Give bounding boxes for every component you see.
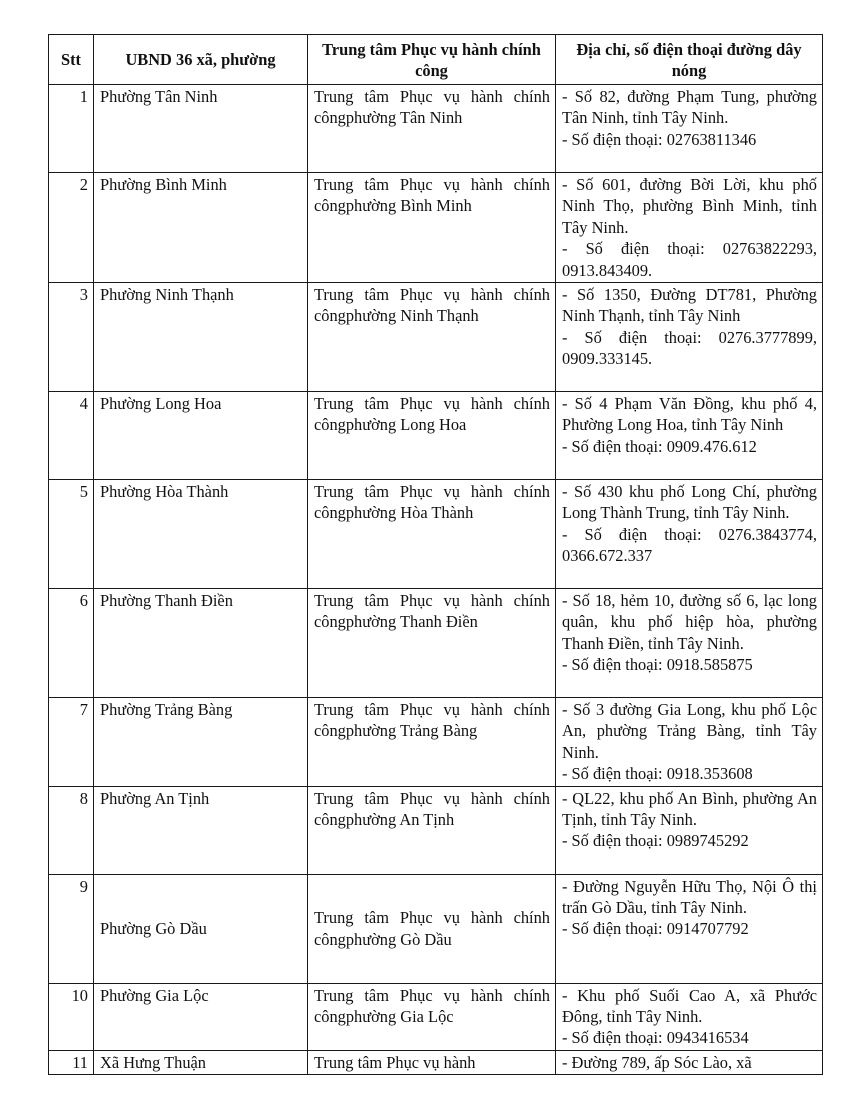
- row-stt: 9: [49, 874, 94, 983]
- row-stt: 3: [49, 283, 94, 392]
- table-row: [49, 786, 823, 874]
- row-address: - Số 3 đường Gia Long, khu phố Lộc An, phường Trảng Bàng, tỉnh Tây Ninh.: [562, 700, 817, 762]
- row-unit: Phường Hòa Thành: [94, 480, 308, 589]
- row-stt: 7: [49, 698, 94, 787]
- row-contact: [556, 698, 823, 787]
- row-contact: [556, 983, 823, 1050]
- row-stt: 6: [49, 589, 94, 698]
- service-centers-table: [48, 34, 823, 1075]
- row-address: - Số 82, đường Phạm Tung, phường Tân Ninh, tỉnh Tây Ninh.: [562, 87, 817, 128]
- row-center: Trung tâm Phục vụ hành chính côngphường An Tịnh: [308, 786, 556, 874]
- row-stt: 5: [49, 480, 94, 589]
- row-stt: 4: [49, 392, 94, 480]
- row-address: - Số 601, đường Bời Lời, khu phố Ninh Thọ, phường Bình Minh, tỉnh Tây Ninh.: [562, 175, 817, 237]
- row-address: - Số 1350, Đường DT781, Phường Ninh Thạnh, tỉnh Tây Ninh: [562, 285, 817, 326]
- row-contact: [556, 173, 823, 283]
- row-address: - Số 430 khu phố Long Chí, phường Long Thành Trung, tỉnh Tây Ninh.: [562, 482, 817, 523]
- row-contact: [556, 786, 823, 874]
- row-unit: Phường Gò Dầu: [94, 874, 308, 983]
- row-stt: 10: [49, 983, 94, 1050]
- row-unit: Phường Bình Minh: [94, 173, 308, 283]
- header-unit: UBND 36 xã, phường: [94, 35, 308, 85]
- row-center: Trung tâm Phục vụ hành chính côngphường Bình Minh: [308, 173, 556, 283]
- row-contact: [556, 392, 823, 480]
- row-stt: 1: [49, 85, 94, 173]
- row-center: Trung tâm Phục vụ hành chính côngphường Thanh Điền: [308, 589, 556, 698]
- row-address: - Số 18, hẻm 10, đường số 6, lạc long quân, khu phố hiệp hòa, phường Thanh Điền, tỉnh Tây Ninh.: [562, 591, 817, 653]
- row-phone: - Số điện thoại: 0918.585875: [562, 655, 753, 675]
- row-contact: [556, 85, 823, 173]
- row-phone: - Số điện thoại: 0276.3843774, 0366.672.337: [562, 524, 817, 566]
- row-center: Trung tâm Phục vụ hành chính côngphường Gò Dầu: [308, 874, 556, 983]
- table-row: [49, 589, 823, 698]
- header-contact: Địa chỉ, số điện thoại đường dây nóng: [556, 35, 823, 85]
- row-center: Trung tâm Phục vụ hành chính côngphường Tân Ninh: [308, 85, 556, 173]
- table-row: [49, 392, 823, 480]
- row-unit: Xã Hưng Thuận: [94, 1050, 308, 1074]
- row-address: - QL22, khu phố An Bình, phường An Tịnh, tỉnh Tây Ninh.: [562, 788, 817, 830]
- row-contact: [556, 480, 823, 589]
- row-center: Trung tâm Phục vụ hành chính côngphường Ninh Thạnh: [308, 283, 556, 392]
- row-phone: - Số điện thoại: 0989745292: [562, 831, 749, 851]
- row-address: - Đường Nguyễn Hữu Thọ, Nội Ô thị trấn Gò Dầu, tỉnh Tây Ninh.: [562, 876, 817, 918]
- row-contact: [556, 283, 823, 392]
- table-row: [49, 874, 823, 983]
- row-phone: - Số điện thoại: 02763811346: [562, 129, 757, 149]
- row-address: - Số 4 Phạm Văn Đồng, khu phố 4, Phường Long Hoa, tỉnh Tây Ninh: [562, 394, 817, 435]
- row-address: - Khu phố Suối Cao A, xã Phước Đông, tỉnh Tây Ninh.: [562, 985, 817, 1027]
- header-center: Trung tâm Phục vụ hành chính công: [308, 35, 556, 85]
- row-phone: - Số điện thoại: 0918.353608: [562, 764, 753, 784]
- row-address: - Đường 789, ấp Sóc Lào, xã: [562, 1052, 752, 1072]
- row-unit: Phường Thanh Điền: [94, 589, 308, 698]
- row-unit: Phường Trảng Bàng: [94, 698, 308, 787]
- row-unit: Phường Long Hoa: [94, 392, 308, 480]
- row-unit: Phường Ninh Thạnh: [94, 283, 308, 392]
- row-unit: Phường An Tịnh: [94, 786, 308, 874]
- table-row: [49, 480, 823, 589]
- row-unit: Phường Tân Ninh: [94, 85, 308, 173]
- table-row: [49, 283, 823, 392]
- table-row: [49, 85, 823, 173]
- row-center: Trung tâm Phục vụ hành chính côngphường Hòa Thành: [308, 480, 556, 589]
- row-stt: 2: [49, 173, 94, 283]
- table-row: [49, 983, 823, 1050]
- row-stt: 11: [49, 1050, 94, 1074]
- row-contact: [556, 589, 823, 698]
- row-phone: - Số điện thoại: 02763822293, 0913.843409.: [562, 239, 817, 280]
- row-contact: [556, 1050, 823, 1074]
- row-center: Trung tâm Phục vụ hành chính côngphường Gia Lộc: [308, 983, 556, 1050]
- row-center: Trung tâm Phục vụ hành: [308, 1050, 556, 1074]
- row-phone: - Số điện thoại: 0943416534: [562, 1028, 749, 1048]
- row-center: Trung tâm Phục vụ hành chính côngphường Trảng Bàng: [308, 698, 556, 787]
- table-row: [49, 173, 823, 283]
- row-center: Trung tâm Phục vụ hành chính côngphường Long Hoa: [308, 392, 556, 480]
- table-header-row: [49, 35, 823, 85]
- row-phone: - Số điện thoại: 0909.476.612: [562, 436, 757, 456]
- row-phone: - Số điện thoại: 0914707792: [562, 919, 749, 939]
- header-stt: Stt: [49, 35, 94, 85]
- table-row: [49, 1050, 823, 1074]
- row-stt: 8: [49, 786, 94, 874]
- table-row: [49, 698, 823, 787]
- row-unit: Phường Gia Lộc: [94, 983, 308, 1050]
- row-contact: [556, 874, 823, 983]
- row-phone: - Số điện thoại: 0276.3777899, 0909.333145.: [562, 327, 817, 369]
